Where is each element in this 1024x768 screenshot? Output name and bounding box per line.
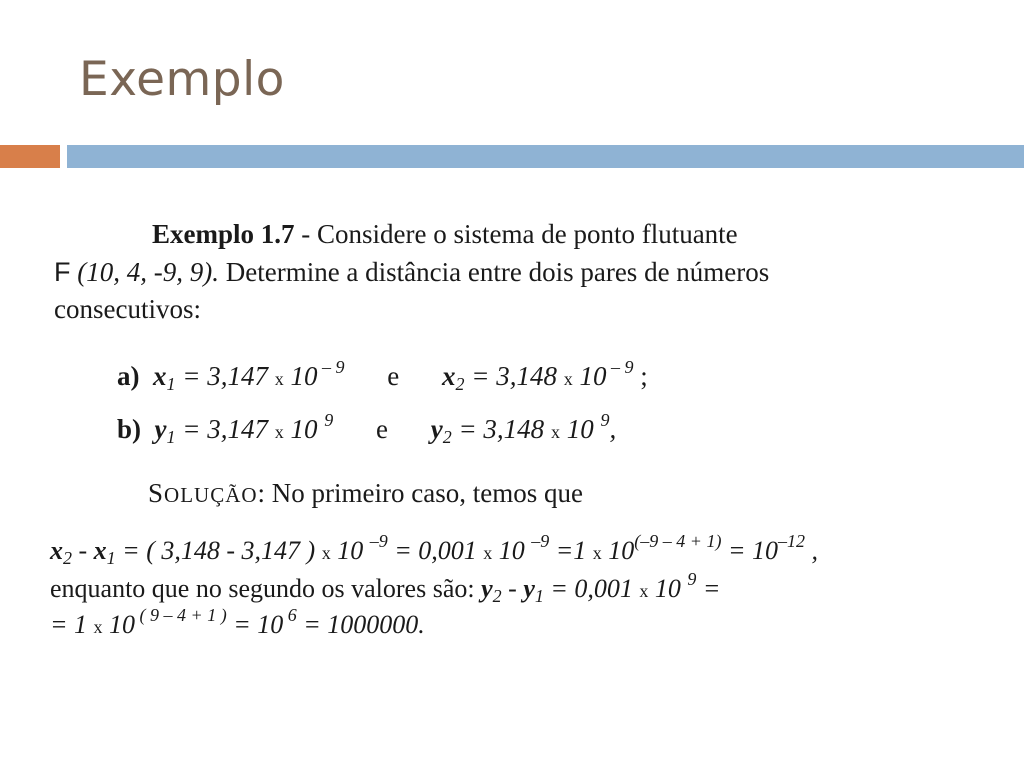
power-exponent: –9	[531, 531, 550, 551]
y1-var: y	[154, 414, 167, 444]
final-result: = 1000000.	[296, 610, 425, 639]
example-heading-line	[152, 218, 738, 250]
item-b-end: ,	[609, 414, 617, 444]
example-line-2	[54, 256, 769, 288]
power-exponent: 9	[687, 569, 697, 589]
and-word: e	[375, 414, 388, 444]
unit-mantissa: = 1	[50, 610, 94, 639]
y1-subscript: 1	[534, 586, 544, 606]
solution-line-2-text: enquanto que no segundo os valores são:	[50, 574, 482, 603]
y2-mantissa: = 3,148	[451, 414, 551, 444]
x1-mantissa: = 3,147	[175, 361, 275, 391]
y2-subscript: 2	[492, 586, 502, 606]
result-mantissa: = 0,001	[387, 536, 484, 565]
solution-label: OLUÇÃO	[164, 483, 258, 507]
x1-subscript: 1	[106, 548, 116, 568]
system-letter: F	[54, 257, 71, 287]
x1-var: x	[153, 361, 167, 391]
slide-title: Exemplo	[79, 52, 285, 107]
final-base: = 10	[226, 610, 284, 639]
system-params: (10, 4, -9, 9).	[70, 257, 219, 287]
example-heading-text: - Considere o sistema de ponto flutuante	[294, 219, 738, 249]
y1-base: 10	[283, 414, 325, 444]
equals-sign: =	[696, 574, 721, 603]
x2-exponent: – 9	[606, 357, 634, 377]
x2-var: x	[50, 536, 63, 565]
solution-heading	[148, 477, 583, 511]
y2-base: 10	[559, 414, 601, 444]
power-base: 10	[648, 574, 688, 603]
solution-label-initial: S	[148, 478, 165, 508]
x2-var: x	[441, 361, 456, 391]
x1-exponent: – 9	[317, 357, 345, 377]
minus-sign: -	[72, 536, 94, 565]
y1-mantissa: = 3,147	[175, 414, 275, 444]
times-sign: x	[93, 617, 103, 637]
times-sign: x	[321, 543, 331, 563]
times-sign: x	[274, 369, 284, 389]
y1-subscript: 1	[166, 427, 176, 447]
y1-var: y	[523, 574, 535, 603]
and-word: e	[387, 361, 400, 391]
result-mantissa: = 0,001	[543, 574, 640, 603]
exponent-expression: ( 9 – 4 + 1 )	[135, 605, 227, 625]
unit-mantissa: =1	[549, 536, 593, 565]
final-base: = 10	[721, 536, 778, 565]
example-line-2-text: Determine a distância entre dois pares de números	[218, 257, 770, 287]
x2-subscript: 2	[455, 374, 465, 394]
power-base: 10	[492, 536, 532, 565]
example-line-3: consecutivos:	[54, 294, 201, 324]
y2-exponent: 9	[600, 410, 610, 430]
x2-base: 10	[572, 361, 607, 391]
times-sign: x	[550, 422, 560, 442]
item-b	[117, 404, 616, 453]
y1-exponent: 9	[324, 410, 334, 430]
x1-subscript: 1	[166, 374, 176, 394]
power-exponent: –9	[369, 531, 388, 551]
equation-end: ,	[804, 536, 818, 565]
final-exponent: –12	[777, 531, 805, 551]
power-base: 10	[601, 536, 635, 565]
solution-line-3	[50, 599, 425, 643]
exponent-expression: (–9 – 4 + 1)	[634, 531, 722, 551]
x1-var: x	[93, 536, 107, 565]
item-a-end: ;	[633, 361, 648, 391]
minus-sign: -	[501, 574, 524, 603]
item-a-label: a)	[117, 361, 140, 391]
x2-mantissa: = 3,148	[464, 361, 564, 391]
difference-term: = ( 3,148 - 3,147 )	[115, 536, 322, 565]
times-sign: x	[639, 581, 649, 601]
x1-base: 10	[283, 361, 318, 391]
y2-subscript: 2	[442, 427, 452, 447]
power-base: 10	[330, 536, 370, 565]
item-a	[117, 351, 648, 400]
y2-var: y	[430, 414, 443, 444]
x2-subscript: 2	[63, 548, 72, 568]
final-exponent: 6	[283, 605, 297, 625]
item-b-label: b)	[117, 414, 142, 444]
example-heading: Exemplo 1.7	[152, 219, 295, 249]
times-sign: x	[592, 543, 602, 563]
times-sign: x	[274, 422, 284, 442]
y2-var: y	[481, 574, 493, 603]
solution-intro: : No primeiro caso, temos que	[257, 478, 583, 508]
times-sign: x	[483, 543, 493, 563]
power-base: 10	[102, 610, 136, 639]
times-sign: x	[563, 369, 573, 389]
